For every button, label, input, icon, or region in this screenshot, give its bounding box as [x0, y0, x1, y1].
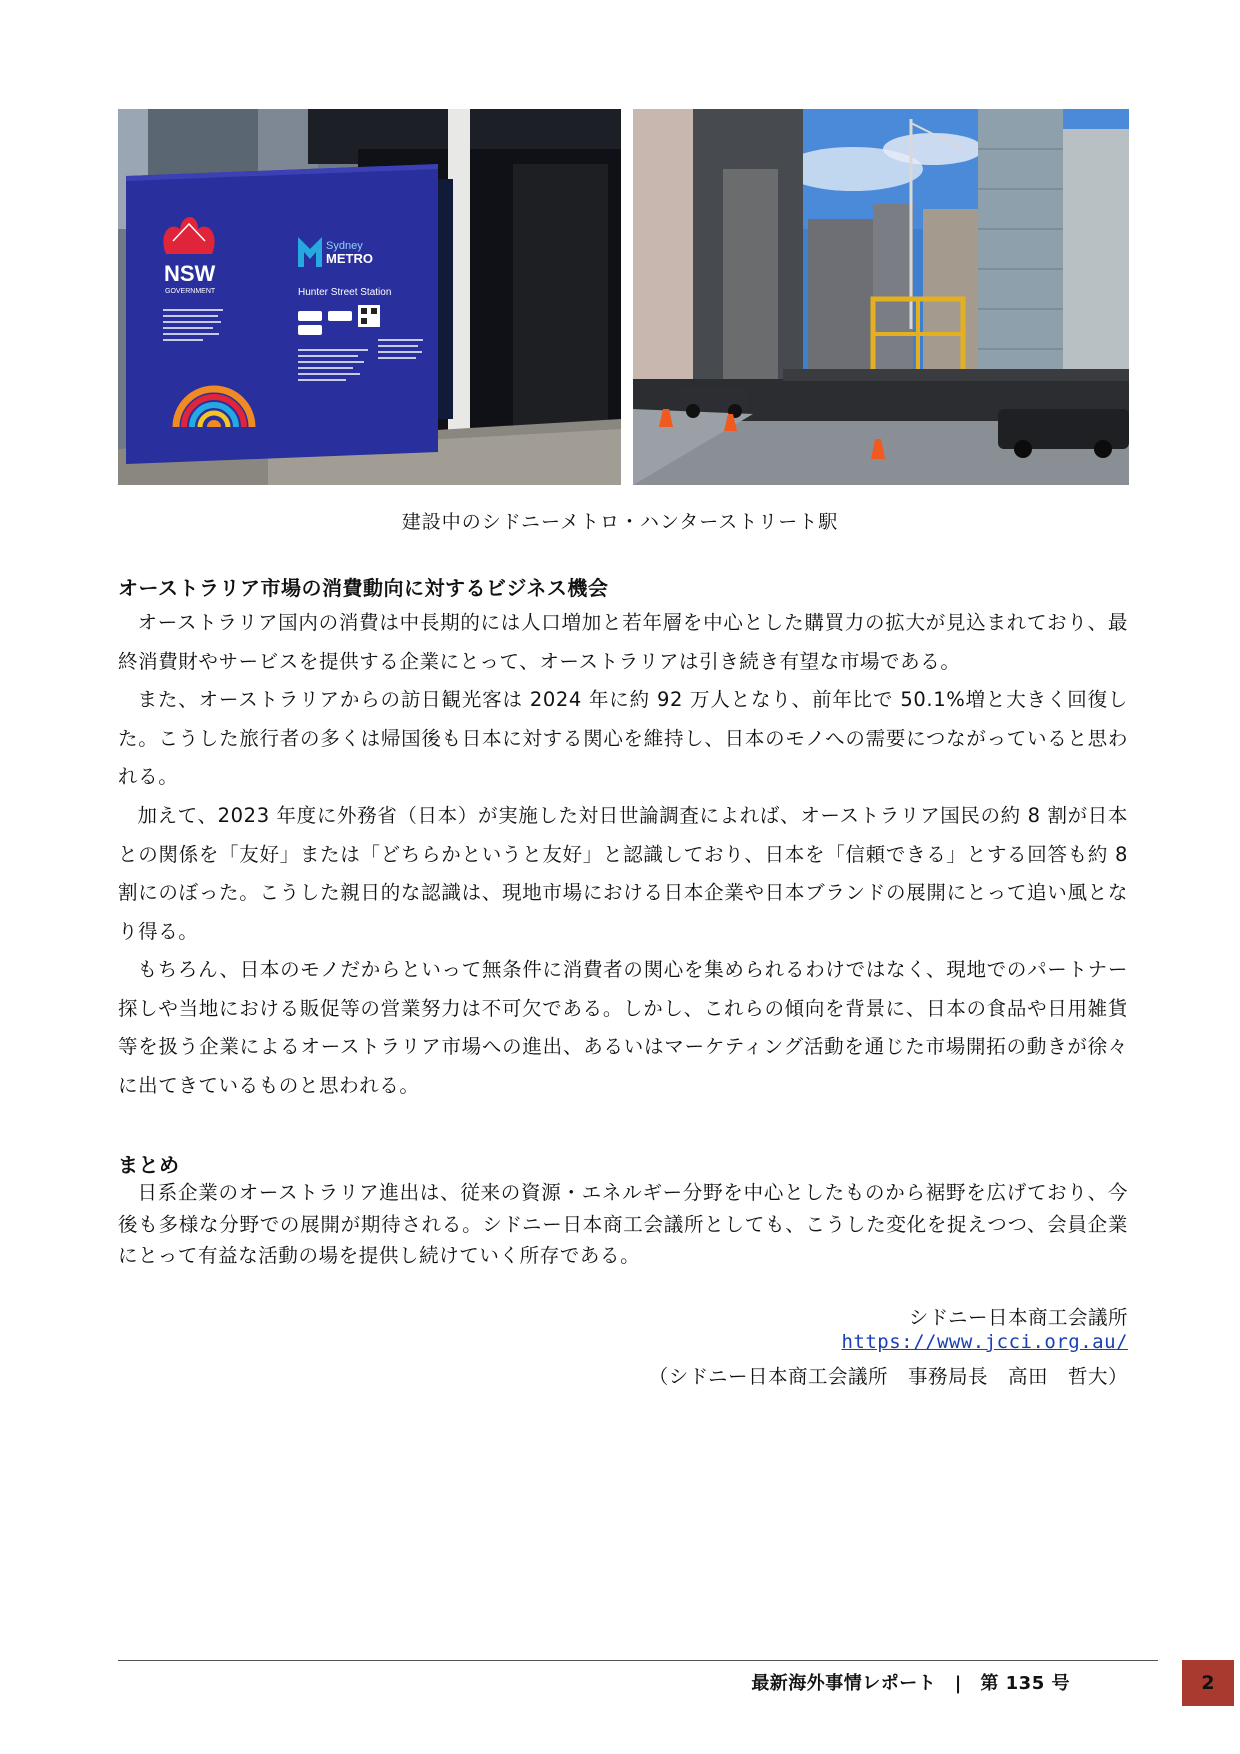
nsw-government-text: GOVERNMENT: [165, 288, 216, 295]
body-paragraph: また、オーストラリアからの訪日観光客は 2024 年に約 92 万人となり、前年比で 50.1%増と大きく回復した。こうした旅行者の多くは帰国後も日本に対する関心を維持し、日本のモノへの需要につながっていると思われる。: [118, 688, 1128, 788]
footer-divider: [118, 1660, 1158, 1661]
organization-website-link[interactable]: https://www.jcci.org.au/: [841, 1331, 1128, 1353]
section-title-summary: まとめ: [118, 1153, 180, 1177]
sydney-logo-text: Sydney: [326, 240, 363, 252]
hoarding-photo-illustration: [118, 109, 621, 485]
body-paragraph: もちろん、日本のモノだからといって無条件に消費者の関心を集められるわけではなく、現地でのパートナー探しや当地における販促等の営業努力は不可欠である。しかし、これらの傾向を背景に、日本の食品や日用雑貨等を扱う企業によるオーストラリア市場への進出、あるいはマーケティング活動を通じた市場開拓の動きが徐々に出てきているものと思われる。: [118, 958, 1128, 1097]
photo-hunter-street-hoarding: [118, 109, 621, 485]
station-name-text: Hunter Street Station: [298, 287, 392, 298]
body-paragraph: 加えて、2023 年度に外務省（日本）が実施した対日世論調査によれば、オーストラリア国民の約 8 割が日本との関係を「友好」または「どちらかというと友好」と認識しており、日本を「信頼できる」とする回答も約 8 割にのぼった。こうした親日的な認識は、現地市場における日本企業や日本ブランドの展開にとって追い風となり得る。: [118, 804, 1128, 943]
page-number-badge: [1182, 1660, 1234, 1706]
nsw-logo-text: NSW: [164, 261, 216, 286]
footer-publication-title: 最新海外事情レポート | 第 135 号: [751, 1673, 1070, 1694]
app-badge: [298, 311, 322, 321]
metro-logo-text: METRO: [326, 251, 373, 266]
construction-photo-illustration: [633, 109, 1129, 485]
photo-caption: 建設中のシドニーメトロ・ハンターストリート駅: [401, 511, 839, 533]
photo-construction-site: [633, 109, 1129, 485]
page-number: 2: [1201, 1672, 1215, 1694]
summary-paragraph: 日系企業のオーストラリア進出は、従来の資源・エネルギー分野を中心としたものから裾野を広げており、今後も多様な分野での展開が期待される。シドニー日本商工会議所としても、こうした変化を捉えつつ、会員企業にとって有益な活動の場を提供し続けていく所存である。: [118, 1181, 1128, 1267]
section-title-business-opportunity: オーストラリア市場の消費動向に対するビジネス機会: [118, 576, 609, 600]
app-badge: [328, 311, 352, 321]
signature-organization: シドニー日本商工会議所: [908, 1306, 1128, 1329]
body-paragraph: オーストラリア国内の消費は中長期的には人口増加と若年層を中心とした購買力の拡大が見込まれており、最終消費財やサービスを提供する企業にとって、オーストラリアは引き続き有望な市場である。: [118, 611, 1128, 673]
signature-author: （シドニー日本商工会議所 事務局長 高田 哲大）: [648, 1365, 1128, 1388]
app-badge: [298, 325, 322, 335]
